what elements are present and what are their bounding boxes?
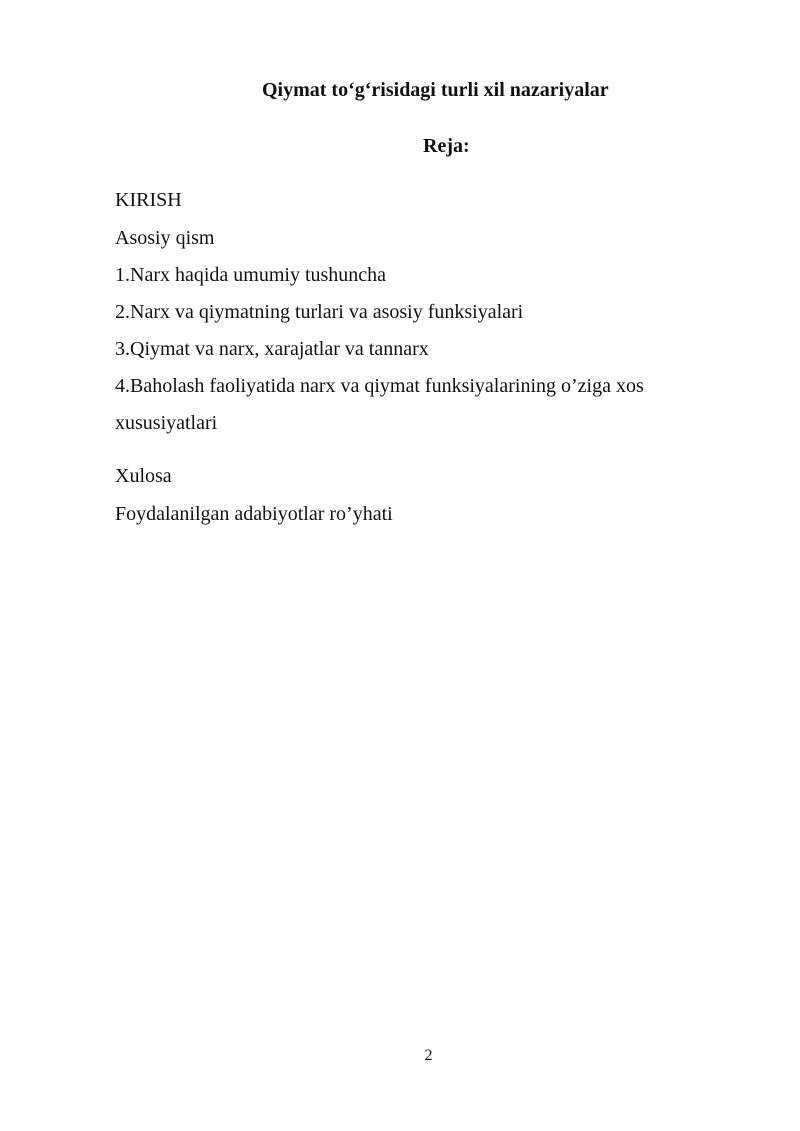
plan-item-3: 3.Qiymat va narx, xarajatlar va tannarx (115, 338, 429, 360)
plan-heading: Reja: (423, 135, 470, 157)
plan-item-2: 2.Narx va qiymatning turlari va asosiy funksiyalari (115, 301, 524, 323)
plan-item-4: 4.Baholash faoliyatida narx va qiymat funksiyalarining o’ziga xos (115, 375, 644, 397)
plan-item-1: 1.Narx haqida umumiy tushuncha (115, 264, 387, 286)
plan-item-introduction: KIRISH (115, 189, 182, 211)
document-title: Qiymat to‘g‘risidagi turli xil nazariyalar (262, 79, 609, 101)
page-number: 2 (424, 1047, 433, 1064)
plan-item-4-continuation: xususiyatlari (115, 412, 218, 434)
plan-item-conclusion: Xulosa (115, 465, 172, 487)
plan-item-main-part: Asosiy qism (115, 227, 215, 249)
plan-item-references: Foydalanilgan adabiyotlar ro’yhati (115, 503, 393, 525)
